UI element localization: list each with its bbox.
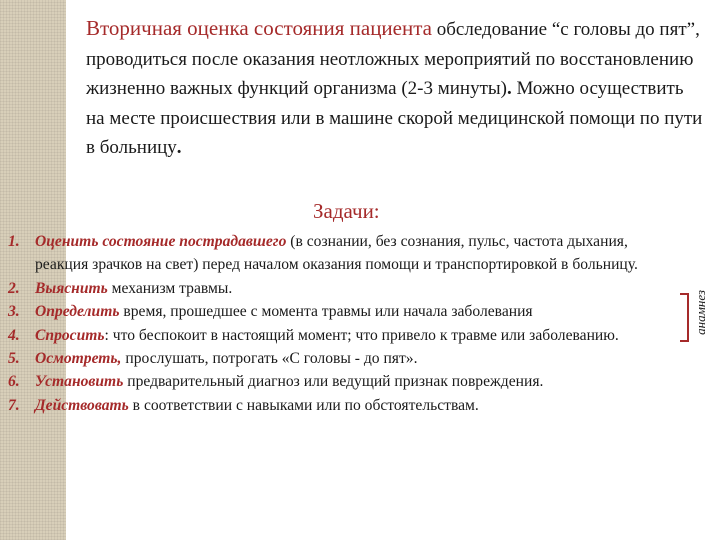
item-number: 5. bbox=[8, 350, 20, 368]
item-number: 4. bbox=[8, 326, 20, 344]
item-text: механизм травмы. bbox=[107, 279, 233, 297]
list-item bbox=[8, 394, 678, 417]
item-verb: Оценить состояние пострадавшего bbox=[35, 233, 287, 250]
item-text: (в сознании, без сознания, пульс, частота дыхания, реакция зрачков на свет) перед началом оказания помощи и транспортировкой в больницу. bbox=[35, 233, 638, 274]
item-number: 3. bbox=[8, 303, 20, 321]
tasks-list bbox=[8, 230, 678, 417]
item-text: прослушать, потрогать «С головы - до пят». bbox=[121, 350, 418, 368]
item-number: 2. bbox=[8, 279, 20, 297]
intro-text-2: Можно осуществить на месте происшествия или в машине скорой медицинской помощи по пути в больницу bbox=[86, 78, 703, 158]
list-item bbox=[8, 324, 678, 347]
anamnesis-label: анамнез bbox=[693, 290, 708, 335]
list-item bbox=[8, 277, 678, 300]
item-verb: Выяснить bbox=[35, 279, 108, 297]
item-verb: Спросить bbox=[35, 326, 105, 344]
list-item bbox=[8, 230, 678, 277]
list-item bbox=[8, 370, 678, 393]
intro-text-1: обследование “с головы до пят”, проводиться после оказания неотложных мероприятий по восстановлению жизненно важных функций организма (2-3 минуты) bbox=[86, 19, 700, 99]
item-number: 7. bbox=[8, 396, 20, 414]
item-verb: Осмотреть, bbox=[35, 350, 122, 368]
item-text: : что беспокоит в настоящий момент; что привело к травме или заболеванию. bbox=[104, 326, 619, 344]
intro-period-1: . bbox=[506, 78, 512, 99]
anamnesis-bracket bbox=[680, 293, 689, 342]
item-number: 6. bbox=[8, 373, 20, 391]
list-item bbox=[8, 300, 678, 323]
slide-heading: Вторичная оценка состояния пациента bbox=[86, 16, 432, 40]
item-text: предварительный диагноз или ведущий признак повреждения. bbox=[123, 373, 544, 391]
item-verb: Установить bbox=[35, 373, 124, 391]
intro-paragraph bbox=[86, 14, 706, 163]
item-verb: Действовать bbox=[35, 396, 129, 414]
item-text: время, прошедшее с момента травмы или начала заболевания bbox=[119, 303, 533, 321]
tasks-title: Задачи: bbox=[313, 199, 380, 223]
list-item bbox=[8, 347, 678, 370]
item-number: 1. bbox=[8, 233, 20, 250]
item-text: в соответствии с навыками или по обстоятельствам. bbox=[128, 396, 479, 414]
intro-period-2: . bbox=[176, 137, 182, 158]
item-verb: Определить bbox=[35, 303, 120, 321]
